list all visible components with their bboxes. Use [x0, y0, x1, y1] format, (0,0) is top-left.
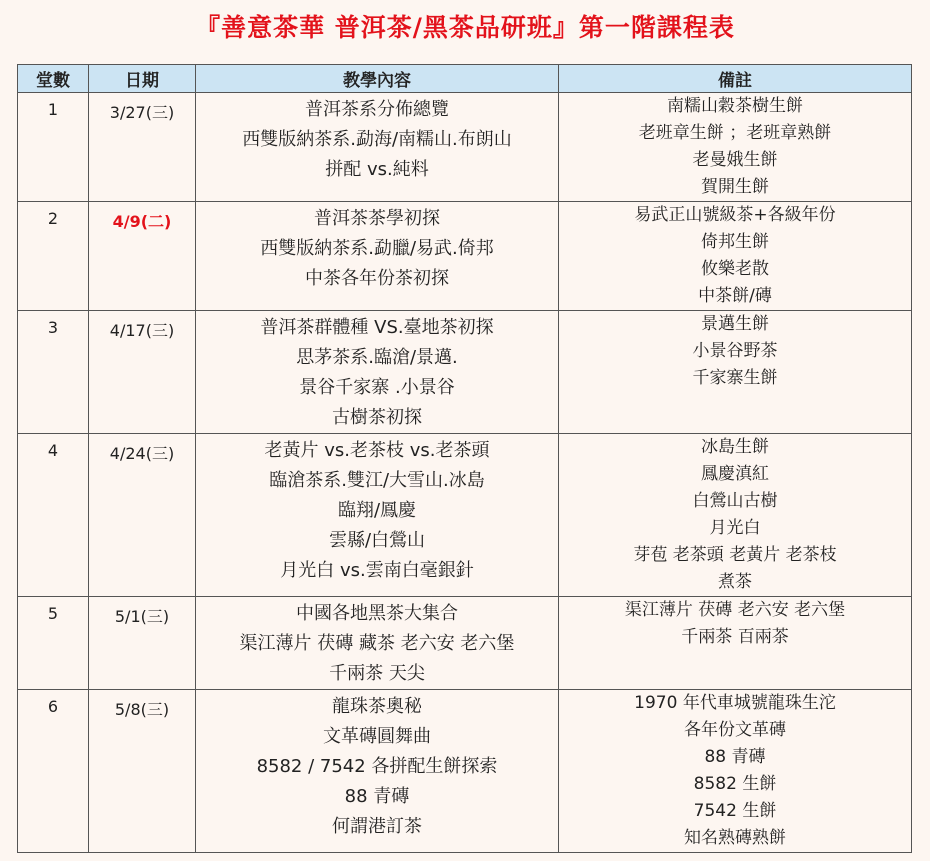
content-line: 月光白 vs.雲南白毫銀針: [280, 560, 474, 581]
content-line: 8582 / 7542 各拼配生餅探索: [256, 756, 498, 777]
remark-line: 1970 年代車城號龍珠生沱: [634, 693, 836, 713]
content-line: 雲縣/白鶯山: [328, 530, 426, 551]
remark-line: 賀開生餅: [701, 177, 769, 197]
remark-line: 千兩茶 百兩茶: [681, 627, 789, 647]
session-date: 4/17(三): [89, 311, 196, 434]
remark-line: 千家寨生餅: [692, 368, 778, 388]
table-row: [18, 597, 912, 690]
remark-line: 知名熟磚熟餅: [684, 828, 786, 848]
remarks: [559, 311, 912, 434]
session-number: 2: [18, 202, 89, 311]
table-row: [18, 202, 912, 311]
content-line: 渠江薄片 茯磚 藏茶 老六安 老六堡: [239, 633, 515, 654]
teaching-content: [196, 434, 559, 597]
content-line: 臨滄茶系.雙江/大雪山.冰島: [269, 470, 485, 491]
teaching-content: [196, 202, 559, 311]
remark-line: 白鶯山古樹: [692, 491, 778, 511]
header-date: 日期: [89, 65, 196, 93]
content-line: 景谷千家寨 .小景谷: [299, 377, 455, 398]
remark-line: 鳳慶滇紅: [701, 464, 769, 484]
remark-line: 月光白: [709, 518, 761, 538]
content-line: 文革磚圓舞曲: [323, 726, 431, 747]
session-number: 6: [18, 690, 89, 853]
remarks: [559, 690, 912, 853]
table-row: [18, 311, 912, 434]
remark-line: 煮茶: [718, 572, 752, 592]
session-date: 4/9(二): [89, 202, 196, 311]
content-line: 普洱茶群體種 VS.臺地茶初探: [260, 317, 494, 338]
session-date: 5/1(三): [89, 597, 196, 690]
session-number: 1: [18, 93, 89, 202]
content-line: 千兩茶 天尖: [329, 663, 425, 684]
remark-line: 88 青磚: [704, 747, 766, 767]
remark-line: 倚邦生餅: [701, 232, 769, 252]
content-line: 中茶各年份茶初探: [305, 268, 449, 289]
teaching-content: [196, 93, 559, 202]
header-notes: 備註: [559, 65, 912, 93]
remark-line: 老班章生餅 ；老班章熟餅: [638, 123, 832, 143]
content-line: 中國各地黑茶大集合: [296, 603, 458, 624]
remark-line: 小景谷野茶: [692, 341, 778, 361]
remarks: [559, 434, 912, 597]
session-number: 3: [18, 311, 89, 434]
remark-line: 景邁生餅: [701, 314, 769, 334]
remarks: [559, 93, 912, 202]
content-line: 西雙版納茶系.勐海/南糯山.布朗山: [242, 129, 512, 150]
remark-line: 易武正山號級茶+各級年份: [634, 205, 836, 225]
remark-line: 攸樂老散: [701, 259, 769, 279]
session-number: 4: [18, 434, 89, 597]
session-date: 5/8(三): [89, 690, 196, 853]
content-line: 西雙版納茶系.勐臘/易武.倚邦: [260, 238, 494, 259]
remark-line: 南糯山穀茶樹生餅: [667, 96, 803, 116]
table-row: [18, 690, 912, 853]
session-number: 5: [18, 597, 89, 690]
remark-line: 冰島生餅: [701, 437, 769, 457]
remark-line: 7542 生餅: [693, 801, 777, 821]
content-line: 臨翔/鳳慶: [337, 500, 417, 521]
remark-line: 老曼娥生餅: [692, 150, 778, 170]
course-schedule-table: [17, 64, 912, 853]
remark-line: 芽苞 老茶頭 老黃片 老茶枝: [633, 545, 837, 565]
remarks: [559, 202, 912, 311]
remark-line: 各年份文革磚: [684, 720, 786, 740]
teaching-content: [196, 597, 559, 690]
session-date: 4/24(三): [89, 434, 196, 597]
table-row: [18, 93, 912, 202]
header-session-no: 堂數: [18, 65, 89, 93]
teaching-content: [196, 690, 559, 853]
page-title: 『善意茶華 普洱茶/黑茶品研班』第一階課程表: [195, 13, 735, 42]
table-header-row: [18, 65, 912, 93]
content-line: 老黃片 vs.老茶枝 vs.老茶頭: [264, 440, 490, 461]
teaching-content: [196, 311, 559, 434]
table-body: [18, 93, 912, 853]
table-row: [18, 434, 912, 597]
session-date: 3/27(三): [89, 93, 196, 202]
remark-line: 中茶餅/磚: [698, 286, 772, 306]
content-line: 龍珠茶奧秘: [332, 696, 422, 717]
content-line: 思茅茶系.臨滄/景邁.: [296, 347, 458, 368]
remark-line: 渠江薄片 茯磚 老六安 老六堡: [624, 600, 846, 620]
content-line: 普洱茶系分佈總覽: [305, 99, 449, 120]
content-line: 古樹茶初探: [332, 407, 422, 428]
content-line: 88 青磚: [344, 786, 410, 807]
remark-line: 8582 生餅: [693, 774, 777, 794]
header-content: 教學內容: [196, 65, 559, 93]
remarks: [559, 597, 912, 690]
content-line: 何謂港訂茶: [332, 816, 422, 837]
content-line: 普洱茶茶學初探: [314, 208, 440, 229]
content-line: 拼配 vs.純料: [325, 159, 429, 180]
